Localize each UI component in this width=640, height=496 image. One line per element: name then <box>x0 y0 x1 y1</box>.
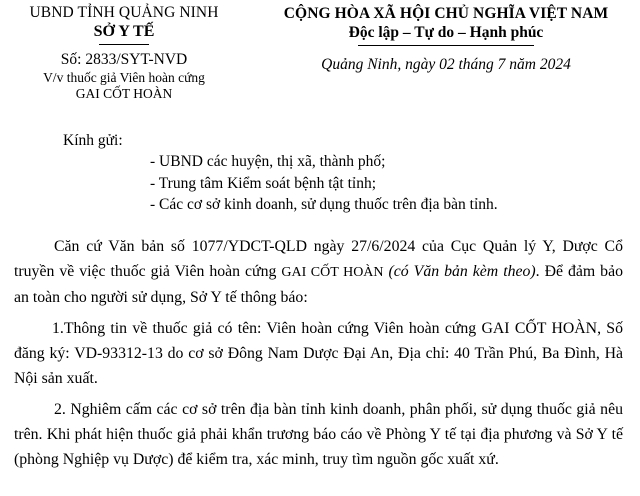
recipient-item: - Các cơ sở kinh doanh, sử dụng thuốc trên địa bàn tỉnh. <box>150 196 498 213</box>
intro-text-part-1: Căn cứ Văn bản số 1077/YDCT-QLD ngày 27/6/2024 của Cục Quản lý Y, Dược Cổ truyền về việc thuốc giả Viên hoàn cứng <box>14 237 623 280</box>
attachment-note: (có Văn bản kèm theo) <box>383 262 536 280</box>
intro-text-part-2: . Để đảm bảo an toàn cho người sử dụng, Sở Y tế thông báo: <box>14 262 623 306</box>
recipient-item: - UBND các huyện, thị xã, thành phố; <box>150 153 386 170</box>
document-subject-line-1: V/v thuốc giả Viên hoàn cứng <box>43 70 205 85</box>
place-and-date: Quảng Ninh, ngày 02 tháng 7 năm 2024 <box>321 56 571 73</box>
body-paragraph-intro <box>14 234 623 310</box>
body-paragraph-item-2: 2. Nghiêm cấm các cơ sở trên địa bàn tỉnh kinh doanh, phân phối, sử dụng thuốc giả nêu trên. Khi phát hiện thuốc giả phải khẩn trương báo cáo về Phòng Y tế tại địa phương và Sở Y tế (phòng Nghiệp vụ Dược) để kiểm tra, xác minh, truy tìm nguồn gốc xuất xứ. <box>14 400 623 468</box>
issuing-department-name: SỞ Y TẾ <box>93 23 155 40</box>
recipient-item: - Trung tâm Kiểm soát bệnh tật tỉnh; <box>150 174 377 192</box>
issuing-agency-block <box>0 4 248 102</box>
national-title: CỘNG HÒA XÃ HỘI CHỦ NGHĨA VIỆT NAM <box>283 5 609 22</box>
document-body <box>0 234 640 472</box>
body-paragraph-item-1: 1.Thông tin về thuốc giả có tên: Viên hoàn cứng Viên hoàn cứng GAI CỐT HOÀN, Số đăng ký: VD-93312-13 do cơ sở Đông Nam Dược Đại An, Địa chỉ: 40 Trần Phú, Ba Đình, Hà Nội sản xuất. <box>14 319 623 387</box>
document-number: Số: 2833/SYT-NVD <box>60 51 188 68</box>
document-subject-line-2: GAI CỐT HOÀN <box>75 86 173 101</box>
recipients-section <box>0 130 640 216</box>
recipient-list <box>0 151 640 216</box>
national-motto: Độc lập – Tự do – Hạnh phúc <box>346 23 547 43</box>
document-header <box>0 0 640 102</box>
counterfeit-drug-name: GAI CỐT HOÀN <box>281 264 384 280</box>
recipients-label: Kính gửi: <box>63 132 123 149</box>
national-header-block <box>248 4 640 75</box>
issuing-agency-name: UBND TỈNH QUẢNG NINH <box>29 4 219 21</box>
